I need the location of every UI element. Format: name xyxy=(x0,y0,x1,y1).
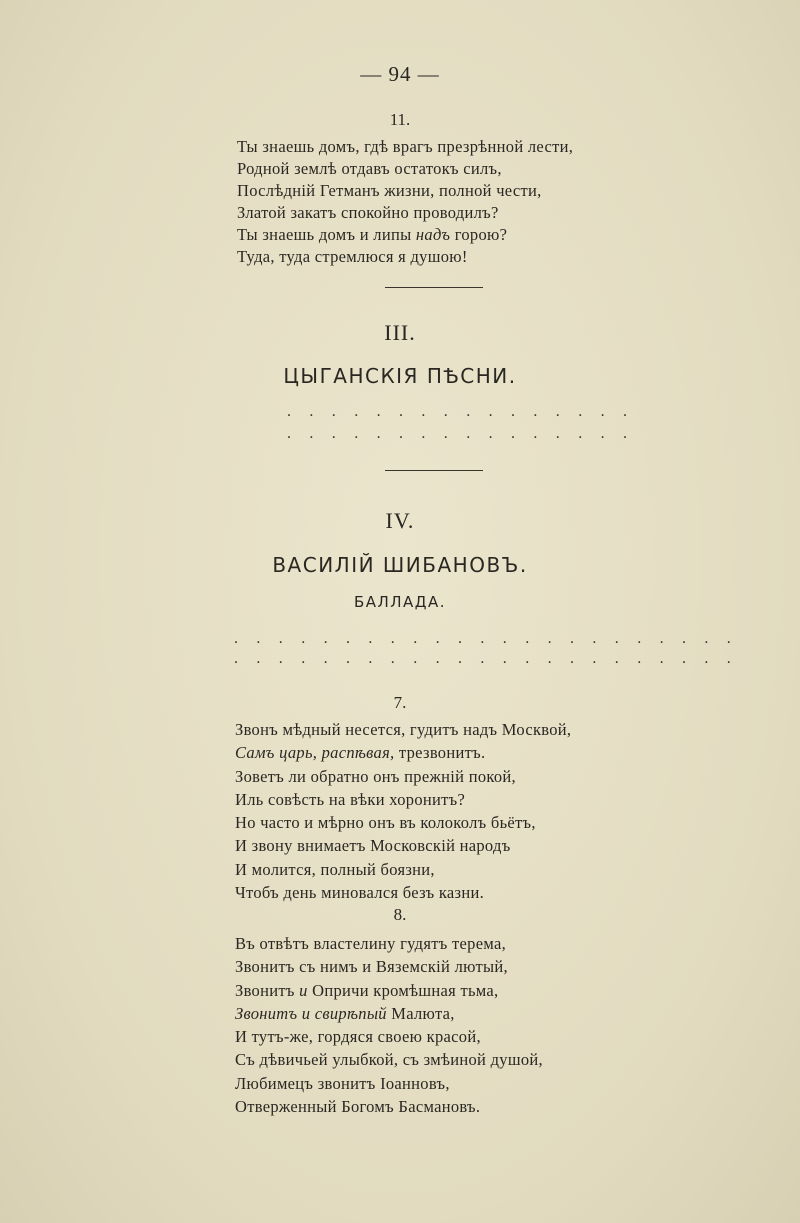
ellipsis-row: . . . . . . . . . . . . . . . . xyxy=(287,403,635,420)
section-subtitle: БАЛЛАДА. xyxy=(353,593,447,611)
verse-line: Въ отвѣтъ властелину гудятъ терема, xyxy=(235,934,506,953)
verse-line: Звонитъ съ нимъ и Вяземскiй лютый, xyxy=(235,957,508,977)
verse-line: Самъ царь, распѣвая, трезвонитъ. xyxy=(235,743,486,763)
verse-line: Туда, туда стремлюся я душою! xyxy=(237,247,468,266)
verse-line: Любимецъ звонитъ Iоанновъ, xyxy=(235,1073,450,1093)
verse-line: Родной землѣ отдавъ остатокъ силъ, xyxy=(237,159,502,178)
verse-line: Но часто и мѣрно онъ въ колоколъ бьётъ, xyxy=(235,813,536,833)
ellipsis-row: . . . . . . . . . . . . . . . . . . . . . . . xyxy=(234,650,738,667)
stanza-number: 8. xyxy=(393,905,407,924)
stanza-number: 11. xyxy=(389,110,411,129)
verse-line: И молится, полный боязни, xyxy=(235,859,435,879)
section-number: III. xyxy=(384,320,416,345)
verse-line: Чтобъ день миновался безъ казни. xyxy=(235,883,485,903)
section-divider xyxy=(385,470,483,471)
verse-line: Златой закатъ спокойно проводилъ? xyxy=(237,203,499,222)
section-title: ВАСИЛIЙ ШИБАНОВЪ. xyxy=(272,553,528,577)
section-title: ЦЫГАНСКIЯ ПѢСНИ. xyxy=(283,364,517,388)
stanza-8-text xyxy=(235,932,655,1118)
verse-line: Звонитъ и Опричи кромѣшная тьма, xyxy=(235,980,499,1000)
verse-line: Ты знаешь домъ и липы надъ горою? xyxy=(237,225,508,244)
ellipsis-row: . . . . . . . . . . . . . . . . . . . . . . . xyxy=(234,630,738,647)
verse-line: Иль совѣсть на вѣки хоронитъ? xyxy=(235,789,466,809)
verse-line: Послѣднiй Гетманъ жизни, полной чести, xyxy=(237,181,542,200)
verse-line: И тутъ-же, гордяся своею красой, xyxy=(235,1027,481,1047)
page-number: — 94 — xyxy=(360,62,440,86)
stanza-number: 7. xyxy=(393,693,407,712)
section-number: IV. xyxy=(385,508,415,533)
verse-line: Звонитъ и свирѣпый Малюта, xyxy=(235,1003,455,1023)
verse-line: Съ дѣвичьей улыбкой, съ змѣиной душой, xyxy=(235,1050,543,1070)
ellipsis-row: . . . . . . . . . . . . . . . . xyxy=(287,425,635,442)
verse-line: Отверженный Богомъ Басмановъ. xyxy=(235,1097,481,1117)
stanza-ii-text xyxy=(237,136,657,268)
verse-line: И звону внимаетъ Московскiй народъ xyxy=(235,836,511,856)
stanza-7-text xyxy=(235,718,655,904)
verse-line: Звонъ мѣдный несется, гудитъ надъ Москвой, xyxy=(235,720,572,739)
verse-line: Зоветъ ли обратно онъ прежнiй покой, xyxy=(235,766,516,786)
verse-line: Ты знаешь домъ, гдѣ врагъ презрѣнной лести, xyxy=(237,137,574,156)
section-divider xyxy=(385,287,483,288)
